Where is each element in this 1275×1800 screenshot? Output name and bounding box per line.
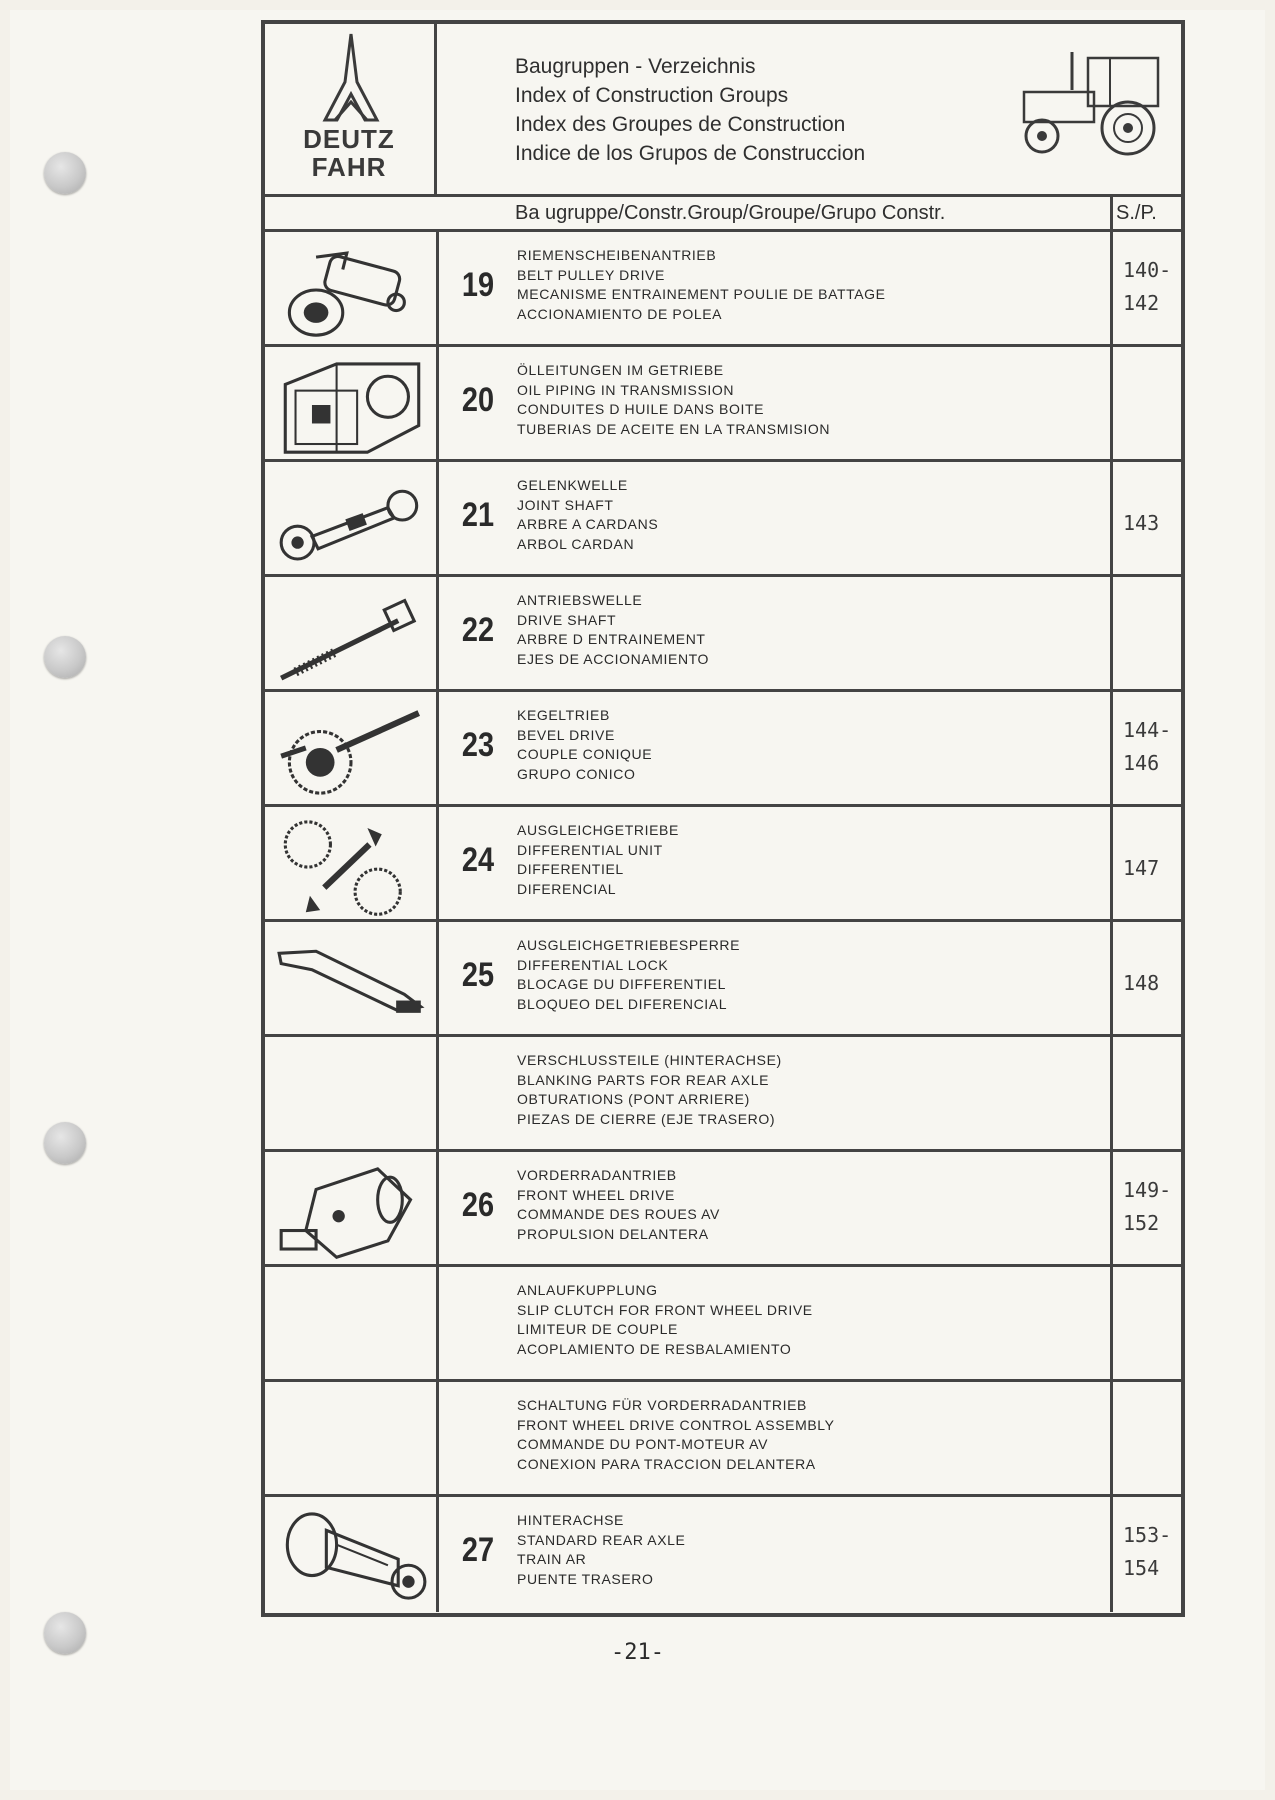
page-reference: 154 — [1123, 1556, 1160, 1580]
brand-logo — [265, 24, 437, 194]
page-reference: 147 — [1123, 856, 1160, 880]
description-line: FRONT WHEEL DRIVE CONTROL ASSEMBLY — [517, 1416, 835, 1433]
illustration-cell — [265, 1037, 439, 1149]
group-row — [265, 1497, 1181, 1612]
group-row — [265, 232, 1181, 347]
group-number: 20 — [461, 381, 495, 419]
header-titles — [515, 52, 865, 168]
description-line: AUSGLEICHGETRIEBESPERRE — [517, 937, 741, 953]
brand-line2: FAHR — [311, 152, 387, 182]
front-wheel-drive-illustration — [275, 1158, 429, 1262]
page-reference-cell — [1110, 1497, 1181, 1612]
group-description — [517, 1166, 720, 1244]
description-line: HINTERACHSE — [517, 1512, 624, 1528]
page-reference-cell — [1110, 1037, 1181, 1149]
table-header — [265, 24, 1181, 197]
description-line: ARBRE A CARDANS — [517, 516, 659, 532]
page-reference: 149- — [1123, 1178, 1172, 1202]
group-row — [265, 1037, 1181, 1152]
group-row — [265, 1152, 1181, 1267]
description-line: GELENKWELLE — [517, 477, 628, 493]
description-line: AUSGLEICHGETRIEBE — [517, 822, 679, 838]
illustration-cell — [265, 577, 439, 689]
description-line: ÖLLEITUNGEN IM GETRIEBE — [517, 362, 724, 378]
page-reference: 146 — [1123, 751, 1160, 775]
description-line: MECANISME ENTRAINEMENT POULIE DE BATTAGE — [517, 286, 886, 302]
illustration-cell — [265, 807, 439, 919]
group-row — [265, 922, 1181, 1037]
group-row — [265, 1267, 1181, 1382]
description-line: COUPLE CONIQUE — [517, 746, 653, 762]
group-description — [517, 706, 652, 784]
page-reference: 142 — [1123, 291, 1160, 315]
description-line: OIL PIPING IN TRANSMISSION — [517, 381, 735, 398]
belt-pulley-drive-illustration — [275, 238, 429, 342]
group-description — [517, 1051, 782, 1129]
description-line: GRUPO CONICO — [517, 765, 636, 782]
page-reference-cell — [1110, 577, 1181, 689]
group-number: 25 — [461, 956, 495, 994]
group-description — [517, 1396, 835, 1474]
description-line: LIMITEUR DE COUPLE — [517, 1321, 678, 1337]
group-description — [517, 591, 709, 669]
page-reference-cell — [1110, 1267, 1181, 1379]
description-line: SLIP CLUTCH FOR FRONT WHEEL DRIVE — [517, 1301, 813, 1318]
description-line: VORDERRADANTRIEB — [517, 1167, 677, 1183]
description-line: BLANKING PARTS FOR REAR AXLE — [517, 1071, 770, 1088]
title-french: Index des Groupes de Construction — [515, 113, 846, 136]
description-line: ACOPLAMIENTO DE RESBALAMIENTO — [517, 1340, 792, 1357]
illustration-cell — [265, 1267, 439, 1379]
description-line: COMMANDE DES ROUES AV — [517, 1206, 720, 1222]
description-line: EJES DE ACCIONAMIENTO — [517, 650, 710, 667]
page-reference-cell — [1110, 1152, 1181, 1264]
group-row — [265, 577, 1181, 692]
index-table — [261, 20, 1185, 1617]
page-number: -21- — [611, 1640, 664, 1665]
deutz-fahr-emblem-icon — [273, 32, 423, 132]
illustration-cell — [265, 347, 439, 459]
transmission-housing-illustration — [275, 353, 429, 457]
group-description — [517, 936, 740, 1014]
page-reference: 152 — [1123, 1211, 1160, 1235]
title-german: Baugruppen - Verzeichnis — [515, 55, 756, 78]
title-english: Index of Construction Groups — [515, 84, 789, 107]
description-line: SCHALTUNG FÜR VORDERRADANTRIEB — [517, 1397, 807, 1413]
description-line: FRONT WHEEL DRIVE — [517, 1186, 675, 1203]
illustration-cell — [265, 1497, 439, 1612]
group-number: 21 — [461, 496, 495, 534]
group-number: 24 — [461, 841, 495, 879]
binder-hole — [44, 636, 86, 678]
description-line: TRAIN AR — [517, 1551, 587, 1567]
group-rows — [265, 232, 1181, 1612]
illustration-cell — [265, 1382, 439, 1494]
group-row — [265, 807, 1181, 922]
illustration-cell — [265, 692, 439, 804]
description-line: BELT PULLEY DRIVE — [517, 266, 665, 283]
page-reference-cell — [1110, 692, 1181, 804]
description-line: BEVEL DRIVE — [517, 726, 615, 743]
differential-unit-illustration — [275, 813, 429, 917]
group-description — [517, 246, 886, 324]
description-line: ANTRIEBSWELLE — [517, 592, 643, 608]
drive-shaft-illustration — [275, 583, 429, 687]
description-line: CONEXION PARA TRACCION DELANTERA — [517, 1455, 816, 1472]
description-line: BLOCAGE DU DIFFERENTIEL — [517, 976, 727, 992]
group-row — [265, 462, 1181, 577]
description-line: ARBOL CARDAN — [517, 535, 635, 552]
page-reference: 143 — [1123, 511, 1160, 535]
description-line: BLOQUEO DEL DIFERENCIAL — [517, 995, 728, 1012]
description-line: OBTURATIONS (PONT ARRIERE) — [517, 1091, 750, 1107]
binder-hole — [44, 152, 86, 194]
column-header — [265, 197, 1181, 232]
description-line: PUENTE TRASERO — [517, 1570, 654, 1587]
group-description — [517, 476, 658, 554]
description-line: ANLAUFKUPPLUNG — [517, 1282, 658, 1298]
tractor-icon — [1020, 50, 1170, 160]
description-line: DIFFERENTIEL — [517, 861, 624, 877]
page-reference-cell — [1110, 1382, 1181, 1494]
description-line: KEGELTRIEB — [517, 707, 610, 723]
title-spanish: Indice de los Grupos de Construccion — [515, 142, 866, 165]
joint-shaft-illustration — [275, 468, 429, 572]
page-reference-cell — [1110, 807, 1181, 919]
illustration-cell — [265, 232, 439, 344]
group-description — [517, 1281, 813, 1359]
description-line: PROPULSION DELANTERA — [517, 1225, 709, 1242]
rear-axle-illustration — [275, 1503, 429, 1607]
column-divider — [1110, 197, 1113, 232]
description-line: STANDARD REAR AXLE — [517, 1531, 686, 1548]
brand-line1: DEUTZ — [303, 124, 395, 154]
group-row — [265, 692, 1181, 807]
description-line: ACCIONAMIENTO DE POLEA — [517, 305, 723, 322]
description-line: DIFERENCIAL — [517, 880, 617, 897]
group-description — [517, 1511, 685, 1589]
description-line: ARBRE D ENTRAINEMENT — [517, 631, 706, 647]
differential-lock-illustration — [275, 928, 429, 1032]
group-row — [265, 347, 1181, 462]
page-reference-cell — [1110, 232, 1181, 344]
description-line: CONDUITES D HUILE DANS BOITE — [517, 401, 765, 417]
group-number: 27 — [461, 1531, 495, 1569]
description-line: TUBERIAS DE ACEITE EN LA TRANSMISION — [517, 420, 831, 437]
description-line: RIEMENSCHEIBENANTRIEB — [517, 247, 717, 263]
page-reference: 153- — [1123, 1523, 1172, 1547]
group-number: 23 — [461, 726, 495, 764]
group-number: 22 — [461, 611, 495, 649]
description-line: JOINT SHAFT — [517, 496, 614, 513]
description-line: DIFFERENTIAL LOCK — [517, 956, 669, 973]
illustration-cell — [265, 922, 439, 1034]
page-column-label: S./P. — [1116, 202, 1157, 224]
group-row — [265, 1382, 1181, 1497]
page-reference: 144- — [1123, 718, 1172, 742]
binder-hole — [44, 1122, 86, 1164]
description-line: PIEZAS DE CIERRE (EJE TRASERO) — [517, 1110, 776, 1127]
group-number: 26 — [461, 1186, 495, 1224]
page-reference-cell — [1110, 347, 1181, 459]
description-line: DIFFERENTIAL UNIT — [517, 841, 663, 858]
page-reference: 148 — [1123, 971, 1160, 995]
bevel-drive-illustration — [275, 698, 429, 802]
description-line: VERSCHLUSSTEILE (HINTERACHSE) — [517, 1052, 782, 1068]
group-number: 19 — [461, 266, 495, 304]
group-column-label: Ba ugruppe/Constr.Group/Groupe/Grupo Constr. — [515, 202, 946, 224]
illustration-cell — [265, 462, 439, 574]
page-reference: 140- — [1123, 258, 1172, 282]
group-description — [517, 361, 830, 439]
description-line: COMMANDE DU PONT-MOTEUR AV — [517, 1436, 769, 1452]
illustration-cell — [265, 1152, 439, 1264]
page-reference-cell — [1110, 462, 1181, 574]
description-line: DRIVE SHAFT — [517, 611, 617, 628]
group-description — [517, 821, 679, 899]
page-reference-cell — [1110, 922, 1181, 1034]
